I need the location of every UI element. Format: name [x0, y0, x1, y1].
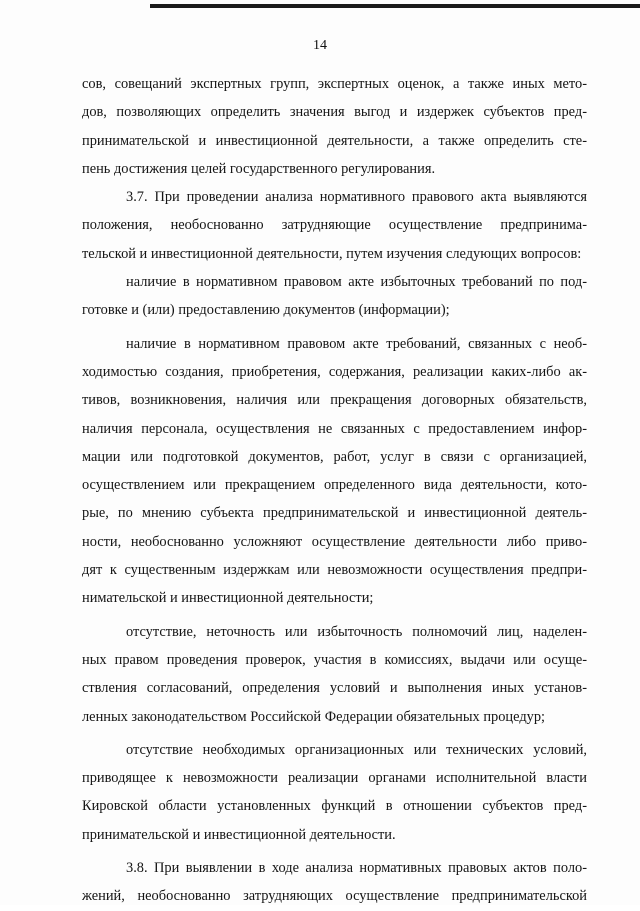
text-line: тивов, возникновения, наличия или прекращения договорных обязательств, [82, 392, 587, 409]
text-line: принимательской и инвестиционной деятельности, а также определить сте- [82, 132, 587, 149]
text-line: ности, необоснованно усложняют осуществление деятельности либо приво- [82, 533, 587, 550]
text-line: наличия персонала, осуществления не связанных с предоставлением инфор- [82, 420, 587, 437]
text-line: ных правом проведения проверок, участия в комиссиях, выдачи или осуще- [82, 651, 587, 668]
text-line: принимательской и инвестиционной деятельности. [82, 826, 396, 843]
text-line: дят к существенным издержкам или невозможности осуществления предпри- [82, 562, 587, 579]
text-line: готовке и (или) предоставлению документов (информации); [82, 302, 450, 319]
text-line: дов, позволяющих определить значения выгод и издержек субъектов пред- [82, 104, 587, 121]
text-line: приводящее к невозможности реализации органами исполнительной власти [82, 770, 587, 787]
text-line: отсутствие, неточность или избыточность полномочий лиц, наделен- [126, 623, 587, 640]
text-line: пень достижения целей государственного регулирования. [82, 160, 436, 177]
text-line: наличие в нормативном правовом акте избыточных требований по под- [126, 274, 587, 291]
text-line: 3.7. При проведении анализа нормативного правового акта выявляются [126, 189, 587, 206]
text-line: жений, необоснованно затрудняющих осуществление предпринимательской [82, 888, 587, 905]
text-line: мации или подготовкой документов, работ, услуг в связи с организацией, [82, 448, 587, 465]
text-line: сов, совещаний экспертных групп, экспертных оценок, а также иных мето- [82, 76, 587, 92]
text-line: отсутствие необходимых организационных или технических условий, [126, 741, 587, 758]
text-line: рые, по мнению субъекта предпринимательской и инвестиционной деятель- [82, 505, 587, 522]
text-line: тельской и инвестиционной деятельности, путем изучения следующих вопросов: [82, 245, 582, 262]
text-line: ствления согласований, определения условий и выполнения иных установ- [82, 680, 587, 697]
scan-edge-bar [150, 4, 640, 8]
text-line: ходимостью создания, приобретения, содержания, реализации каких-либо ак- [82, 363, 587, 380]
text-line: наличие в нормативном правовом акте требований, связанных с необ- [126, 335, 587, 352]
text-line: положения, необоснованно затрудняющие осуществление предпринима- [82, 217, 587, 234]
text-line: ленных законодательством Российской Федерации обязательных процедур; [82, 708, 546, 725]
text-line: осуществлением или прекращением определенного вида деятельности, кото- [82, 477, 587, 494]
page-number: 14 [313, 38, 327, 53]
body-text [82, 70, 587, 911]
text-line: Кировской области установленных функций в отношении субъектов пред- [82, 798, 587, 815]
text-line: 3.8. При выявлении в ходе анализа нормативных правовых актов поло- [126, 860, 587, 877]
text-line: нимательской и инвестиционной деятельности; [82, 590, 374, 607]
